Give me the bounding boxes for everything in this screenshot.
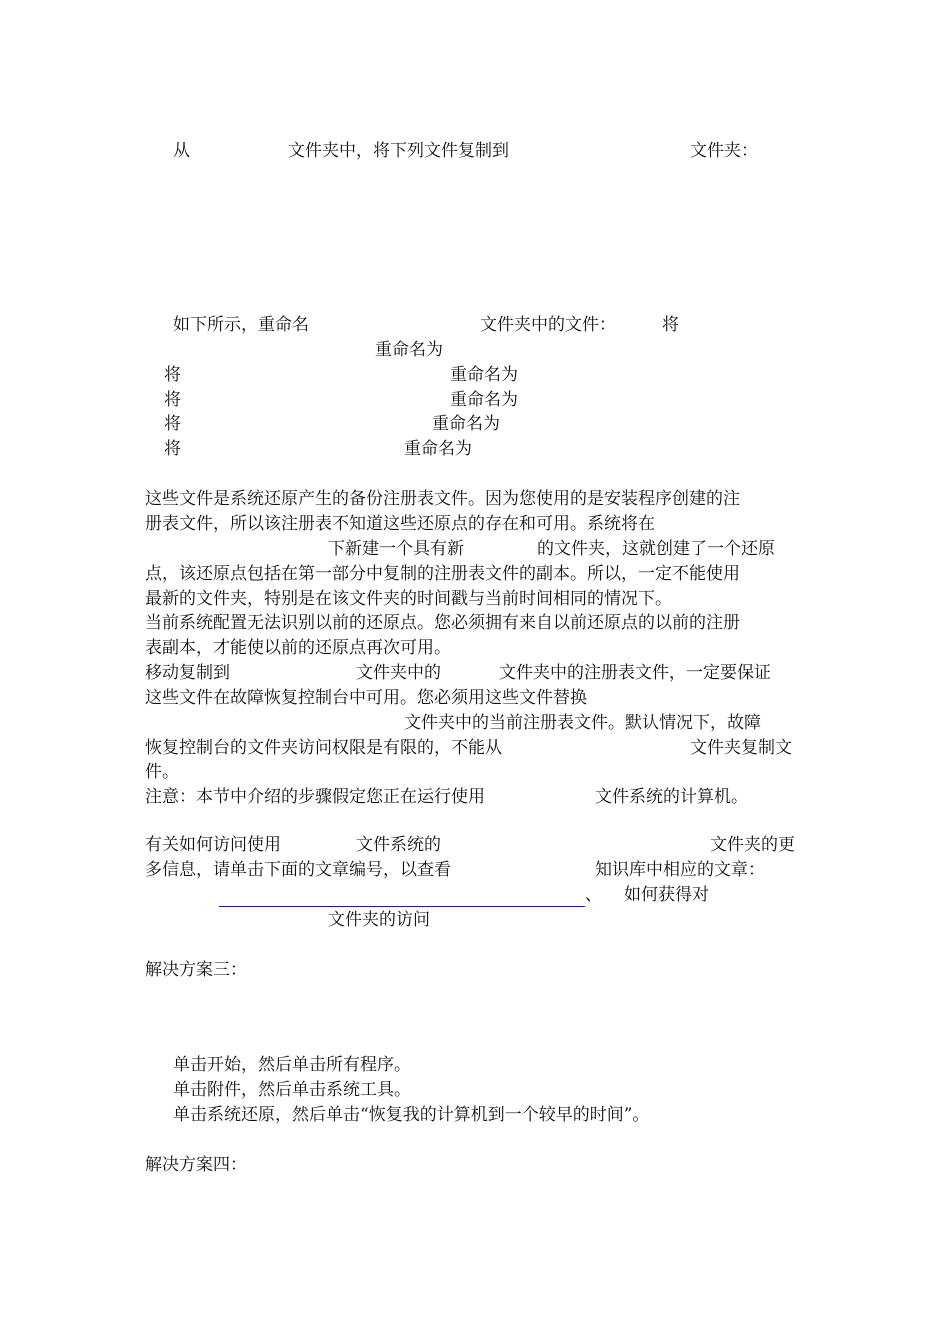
rename-row-lead: 将 <box>164 414 181 434</box>
rename-row-tail: 重命名为 <box>432 414 500 434</box>
paragraph-line: 文件夹的访问 <box>328 910 430 930</box>
paragraph-line: 文件夹复制文 <box>690 738 792 758</box>
paragraph-line: 文件夹的更 <box>710 835 795 855</box>
paragraph-line: 点，该还原点包括在第一部分中复制的注册表文件的副本。所以，一定不能使用 <box>145 564 740 584</box>
rename-to-label: 重命名为 <box>375 340 443 360</box>
paragraph-line: 有关如何访问使用 <box>145 835 281 855</box>
paragraph-line: 最新的文件夹，特别是在该文件夹的时间戳与当前时间相同的情况下。 <box>145 589 672 609</box>
copy-instruction-from: 从 <box>173 141 190 161</box>
paragraph-line: 下新建一个具有新 <box>328 539 464 559</box>
paragraph-line: 的文件夹，这就创建了一个还原 <box>537 539 775 559</box>
paragraph-line: 文件夹中的注册表文件，一定要保证 <box>499 663 771 683</box>
rename-row-tail: 重命名为 <box>404 439 472 459</box>
solution-three-heading: 解决方案三： <box>145 960 247 980</box>
rename-row-tail: 重命名为 <box>450 365 518 385</box>
rename-row-tail: 重命名为 <box>450 390 518 410</box>
paragraph-line: 当前系统配置无法识别以前的还原点。您必须拥有来自以前还原点的以前的注册 <box>145 613 740 633</box>
solution-step: 单击附件，然后单击系统工具。 <box>173 1080 411 1100</box>
paragraph-line: 这些文件是系统还原产生的备份注册表文件。因为您使用的是安装程序创建的注 <box>145 489 740 509</box>
paragraph-line: 恢复控制台的文件夹访问权限是有限的，不能从 <box>145 738 502 758</box>
paragraph-line: 这些文件在故障恢复控制台中可用。您必须用这些文件替换 <box>145 688 587 708</box>
solution-step: 单击系统还原，然后单击“恢复我的计算机到一个较早的时间”。 <box>173 1105 650 1125</box>
rename-row-lead: 将 <box>164 390 181 410</box>
rename-row-lead: 将 <box>164 439 181 459</box>
article-link[interactable] <box>219 906 585 907</box>
rename-intro: 如下所示，重命名 <box>173 315 309 335</box>
rename-intro-will: 将 <box>662 315 679 335</box>
rename-row-lead: 将 <box>164 365 181 385</box>
paragraph-line: 文件系统的 <box>356 835 441 855</box>
paragraph-line: 文件夹中的当前注册表文件。默认情况下，故障 <box>404 713 761 733</box>
paragraph-line: 册表文件，所以该注册表不知道这些还原点的存在和可用。系统将在 <box>145 514 655 534</box>
paragraph-line: 文件夹中的 <box>356 663 441 683</box>
copy-instruction-middle: 文件夹中，将下列文件复制到 <box>288 141 509 161</box>
paragraph-line: 如何获得对 <box>624 885 709 905</box>
note-line: 文件系统的计算机。 <box>595 787 748 807</box>
solution-step: 单击开始，然后单击所有程序。 <box>173 1055 411 1075</box>
paragraph-line: 、 <box>585 885 602 905</box>
solution-four-heading: 解决方案四： <box>145 1155 247 1175</box>
note-line: 注意：本节中介绍的步骤假定您正在运行使用 <box>145 787 485 807</box>
copy-instruction-end: 文件夹： <box>690 141 758 161</box>
rename-intro-folder: 文件夹中的文件： <box>480 315 616 335</box>
paragraph-line: 移动复制到 <box>145 663 230 683</box>
paragraph-line: 件。 <box>145 762 179 782</box>
paragraph-line: 知识库中相应的文章： <box>595 860 765 880</box>
paragraph-line: 多信息，请单击下面的文章编号，以查看 <box>145 860 451 880</box>
paragraph-line: 表副本，才能使以前的还原点再次可用。 <box>145 638 451 658</box>
